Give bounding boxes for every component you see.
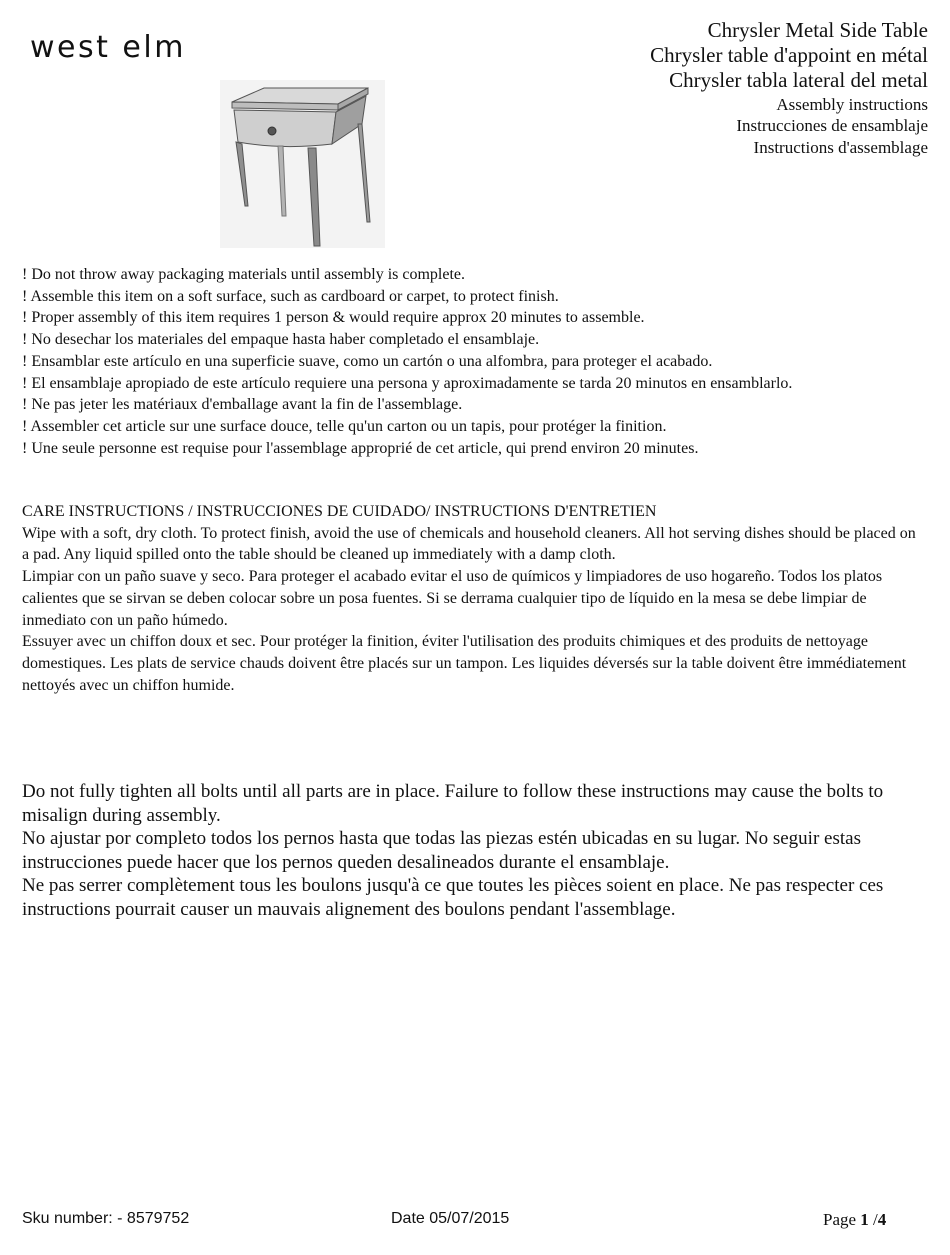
warnings-list: [22, 264, 922, 459]
bolt-notice-spanish: No ajustar por completo todos los pernos hasta que todas las piezas estén ubicadas en su lugar. No seguir estas instrucciones puede hacer que los pernos queden desalineados durante el ensamblaje.: [22, 828, 861, 873]
page-separator: /: [868, 1210, 878, 1229]
care-text-spanish: Limpiar con un paño suave y seco. Para proteger el acabado evitar el uso de químicos y limpiadores de uso hogareño. Todos los platos calientes que se sirvan se deben colocar sobre un posa fuentes. Si se derrama cualquier tipo de líquido en la mesa se debe limpiar de inmediato con un paño húmedo.: [22, 568, 883, 629]
page-current: 1: [860, 1210, 869, 1229]
warning-item: ! Do not throw away packaging materials until assembly is complete.: [22, 266, 465, 283]
subtitle-english: Assembly instructions: [776, 94, 928, 114]
warning-item: ! Ne pas jeter les matériaux d'emballage avant la fin de l'assemblage.: [22, 396, 463, 414]
warning-item: ! Une seule personne est requise pour l'assemblage approprié de cet article, qui prend environ 20 minutes.: [22, 439, 699, 457]
page-total: 4: [877, 1210, 887, 1229]
sku-number: Sku number: - 8579752: [22, 1210, 190, 1227]
care-instructions: [22, 501, 922, 696]
page-label: Page: [823, 1210, 861, 1229]
bolt-notice-french: Ne pas serrer complètement tous les boulons jusqu'à ce que toutes les pièces soient en place. Ne pas respecter ces instructions pourrait causer un mauvais alignement des boulons pendant l'assemblage.: [22, 875, 884, 920]
care-text-english: Wipe with a soft, dry cloth. To protect finish, avoid the use of chemicals and household cleaners. All hot serving dishes should be placed on a pad. Any liquid spilled onto the table should be cleaned up immediately with a damp cloth.: [22, 524, 916, 564]
bolt-notice-english: Do not fully tighten all bolts until all parts are in place. Failure to follow these instructions may cause the bolts to misalign during assembly.: [22, 781, 884, 826]
warning-item: ! Assembler cet article sur une surface douce, telle qu'un carton ou un tapis, pour protéger la finition.: [22, 417, 667, 435]
subtitle-french: Instructions d'assemblage: [753, 138, 928, 158]
title-french: Chrysler table d'appoint en métal: [650, 43, 928, 68]
title-block: [650, 18, 928, 159]
product-illustration: [220, 80, 385, 248]
warning-item: ! Ensamblar este artículo en una superficie suave, como un cartón o una alfombra, para proteger el acabado.: [22, 352, 713, 370]
warning-item: ! Proper assembly of this item requires 1 person & would require approx 20 minutes to assemble.: [22, 309, 645, 327]
warning-item: ! El ensamblaje apropiado de este artículo requiere una persona y aproximadamente se tarda 20 minutos en ensamblarlo.: [22, 374, 793, 392]
warning-item: ! Assemble this item on a soft surface, such as cardboard or carpet, to protect finish.: [22, 287, 559, 305]
title-english: Chrysler Metal Side Table: [707, 18, 928, 42]
brand-logo: west elm: [30, 30, 186, 65]
care-text-french: Essuyer avec un chiffon doux et sec. Pour protéger la finition, éviter l'utilisation des produits chimiques et des produits de nettoyage domestiques. Les plats de service chauds doivent être placés sur un tampon. Les liquides déversés sur la table doivent être immédiatement nettoyés avec un chiffon humide.: [22, 633, 907, 694]
warning-item: ! No desechar los materiales del empaque hasta haber completado el ensamblaje.: [22, 331, 540, 349]
bolt-notice: [22, 780, 927, 921]
page-number: [823, 1210, 886, 1230]
title-spanish: Chrysler tabla lateral del metal: [669, 68, 928, 93]
care-heading: CARE INSTRUCTIONS / INSTRUCCIONES DE CUIDADO/ INSTRUCTIONS D'ENTRETIEN: [22, 503, 657, 520]
subtitle-spanish: Instrucciones de ensamblaje: [736, 116, 928, 136]
document-date: Date 05/07/2015: [391, 1210, 510, 1227]
